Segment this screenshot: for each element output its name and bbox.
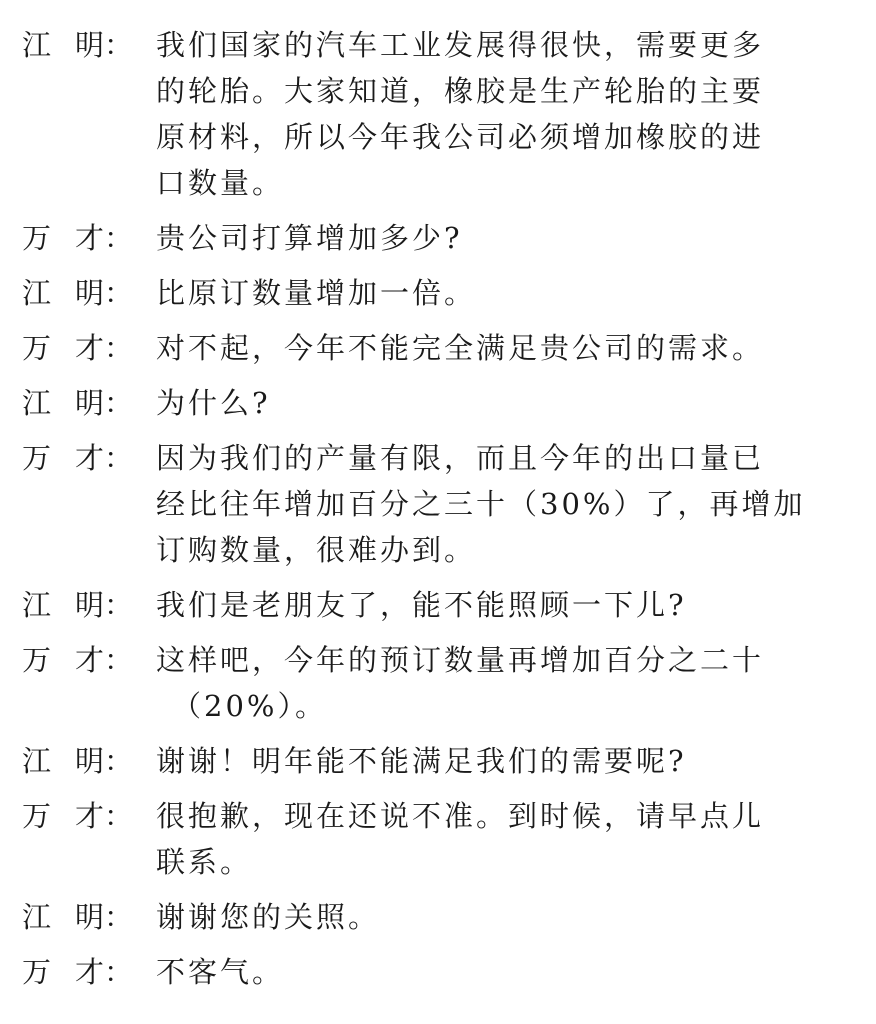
- speaker-name: [22, 380, 134, 426]
- speaker-given-name: 明: [74, 744, 104, 778]
- dialogue-turn: [22, 215, 852, 261]
- speaker-colon: ：: [104, 955, 134, 989]
- dialogue-turn: [22, 582, 852, 628]
- speaker-name: [22, 325, 134, 371]
- speech-text: [156, 22, 822, 206]
- speaker-given-name: 明: [74, 276, 104, 310]
- dialogue-turn: [22, 270, 852, 316]
- speaker-surname: 江: [22, 588, 52, 622]
- speaker-surname: 江: [22, 744, 52, 778]
- speech-line: 谢谢您的关照。: [156, 900, 381, 934]
- speech-text: [156, 270, 822, 316]
- speech-line: 联系。: [156, 845, 253, 879]
- speaker-name: [22, 22, 134, 68]
- speaker-colon: ：: [104, 28, 134, 62]
- speaker-name: [22, 949, 134, 995]
- speech-line: 因为我们的产量有限，而且今年的出口量已: [156, 441, 765, 475]
- speaker-colon: ：: [104, 744, 134, 778]
- speaker-surname: 万: [22, 643, 52, 677]
- speaker-given-name: 明: [74, 28, 104, 62]
- speech-text: [156, 894, 822, 940]
- speaker-surname: 万: [22, 955, 52, 989]
- speaker-given-name: 才: [74, 799, 104, 833]
- speaker-surname: 江: [22, 386, 52, 420]
- speaker-surname: 江: [22, 900, 52, 934]
- speaker-name: [22, 270, 134, 316]
- speaker-colon: ：: [104, 588, 134, 622]
- speaker-given-name: 才: [74, 221, 104, 255]
- speaker-name: [22, 793, 134, 839]
- speech-text: [156, 380, 822, 426]
- speech-line: 比原订数量增加一倍。: [156, 276, 477, 310]
- speech-line: 的轮胎。大家知道，橡胶是生产轮胎的主要: [156, 74, 765, 108]
- speaker-surname: 万: [22, 331, 52, 365]
- speaker-colon: ：: [104, 643, 134, 677]
- speech-line: 这样吧，今年的预订数量再增加百分之二十: [156, 643, 765, 677]
- speaker-surname: 万: [22, 799, 52, 833]
- speaker-colon: ：: [104, 221, 134, 255]
- speech-text: [156, 215, 822, 261]
- dialogue-turn: [22, 894, 852, 940]
- speaker-colon: ：: [104, 331, 134, 365]
- speaker-surname: 江: [22, 28, 52, 62]
- speech-text: [156, 637, 822, 729]
- speech-text: [156, 949, 822, 995]
- speech-line: 谢谢！明年能不能满足我们的需要呢?: [156, 744, 687, 778]
- speaker-given-name: 明: [74, 900, 104, 934]
- speaker-colon: ：: [104, 799, 134, 833]
- speech-text: [156, 435, 822, 573]
- speaker-surname: 江: [22, 276, 52, 310]
- speech-text: [156, 582, 822, 628]
- speaker-surname: 万: [22, 221, 52, 255]
- dialogue-turn: [22, 793, 852, 885]
- speech-text: [156, 738, 822, 784]
- speech-line: 很抱歉，现在还说不准。到时候，请早点儿: [156, 799, 765, 833]
- speech-line: 订购数量，很难办到。: [156, 533, 477, 567]
- speech-line: （20%）。: [172, 689, 327, 723]
- speech-text: [156, 793, 822, 885]
- speech-line: 贵公司打算增加多少?: [156, 221, 463, 255]
- speaker-surname: 万: [22, 441, 52, 475]
- dialogue-turn: [22, 949, 852, 995]
- speaker-given-name: 才: [74, 441, 104, 475]
- dialogue-turn: [22, 637, 852, 729]
- speaker-colon: ：: [104, 900, 134, 934]
- speaker-name: [22, 215, 134, 261]
- speech-line: 口数量。: [156, 166, 285, 200]
- speaker-colon: ：: [104, 276, 134, 310]
- speaker-given-name: 明: [74, 588, 104, 622]
- speech-text: [156, 325, 822, 371]
- speaker-given-name: 才: [74, 643, 104, 677]
- dialogue-transcript: [22, 22, 852, 1004]
- speaker-name: [22, 738, 134, 784]
- speaker-given-name: 才: [74, 331, 104, 365]
- speaker-name: [22, 435, 134, 481]
- speech-line: 为什么?: [156, 386, 271, 420]
- dialogue-turn: [22, 738, 852, 784]
- dialogue-turn: [22, 325, 852, 371]
- speaker-name: [22, 894, 134, 940]
- speech-line: 不客气。: [156, 955, 285, 989]
- speech-line: 对不起，今年不能完全满足贵公司的需求。: [156, 331, 765, 365]
- dialogue-turn: [22, 380, 852, 426]
- speech-line: 经比往年增加百分之三十（30%）了，再增加: [156, 487, 806, 521]
- speaker-colon: ：: [104, 441, 134, 475]
- speaker-colon: ：: [104, 386, 134, 420]
- speech-line: 原材料，所以今年我公司必须增加橡胶的进: [156, 120, 765, 154]
- dialogue-turn: [22, 22, 852, 206]
- speaker-name: [22, 582, 134, 628]
- speech-line: 我们是老朋友了，能不能照顾一下儿?: [156, 588, 687, 622]
- speaker-given-name: 明: [74, 386, 104, 420]
- speech-line: 我们国家的汽车工业发展得很快，需要更多: [156, 28, 765, 62]
- speaker-given-name: 才: [74, 955, 104, 989]
- speaker-name: [22, 637, 134, 683]
- dialogue-turn: [22, 435, 852, 573]
